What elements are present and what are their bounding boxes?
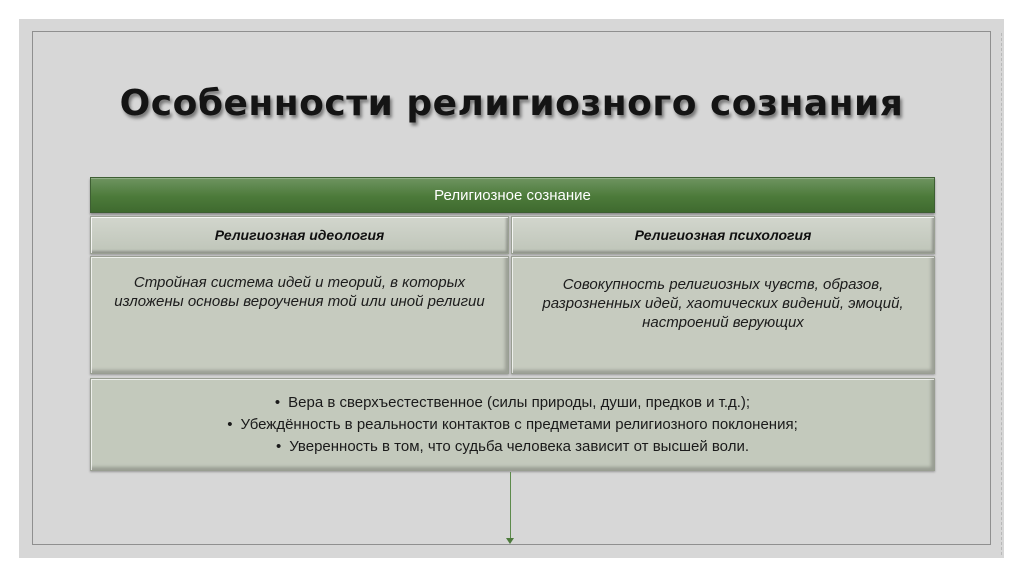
slide-title: Особенности религиозного сознания xyxy=(119,83,904,124)
feature-text: Уверенность в том, что судьба человека зависит от высшей воли. xyxy=(289,437,749,455)
psychology-heading: Религиозная психология xyxy=(634,227,812,243)
list-item xyxy=(227,436,798,458)
bullet-icon: • xyxy=(275,437,282,455)
ideology-description-cell xyxy=(90,256,509,374)
features-list xyxy=(227,392,798,458)
down-arrow-line xyxy=(510,472,511,542)
table-header-label: Религиозное сознание xyxy=(434,186,591,204)
list-item xyxy=(227,392,798,414)
feature-text: Убеждённость в реальности контактов с предметами религиозного поклонения; xyxy=(240,415,798,433)
ideology-heading: Религиозная идеология xyxy=(214,227,385,243)
psychology-description: Совокупность религиозных чувств, образов, разрозненных идей, хаотических видений, эмоций, настроений верующих xyxy=(542,276,904,331)
bullet-icon: • xyxy=(227,415,233,433)
feature-text: Вера в сверхъестественное (силы природы, души, предков и т.д.); xyxy=(288,393,751,411)
slide xyxy=(19,19,1004,558)
list-item xyxy=(227,414,798,436)
psychology-description-cell xyxy=(511,256,935,374)
psychology-heading-cell xyxy=(511,216,935,254)
bullet-icon: • xyxy=(274,393,281,411)
features-cell xyxy=(90,378,935,471)
down-arrow-icon xyxy=(506,538,514,544)
ideology-description: Стройная система идей и теорий, в которых изложены основы вероучения той или иной религии xyxy=(114,274,485,310)
ideology-heading-cell xyxy=(90,216,509,254)
table-header xyxy=(90,177,935,213)
